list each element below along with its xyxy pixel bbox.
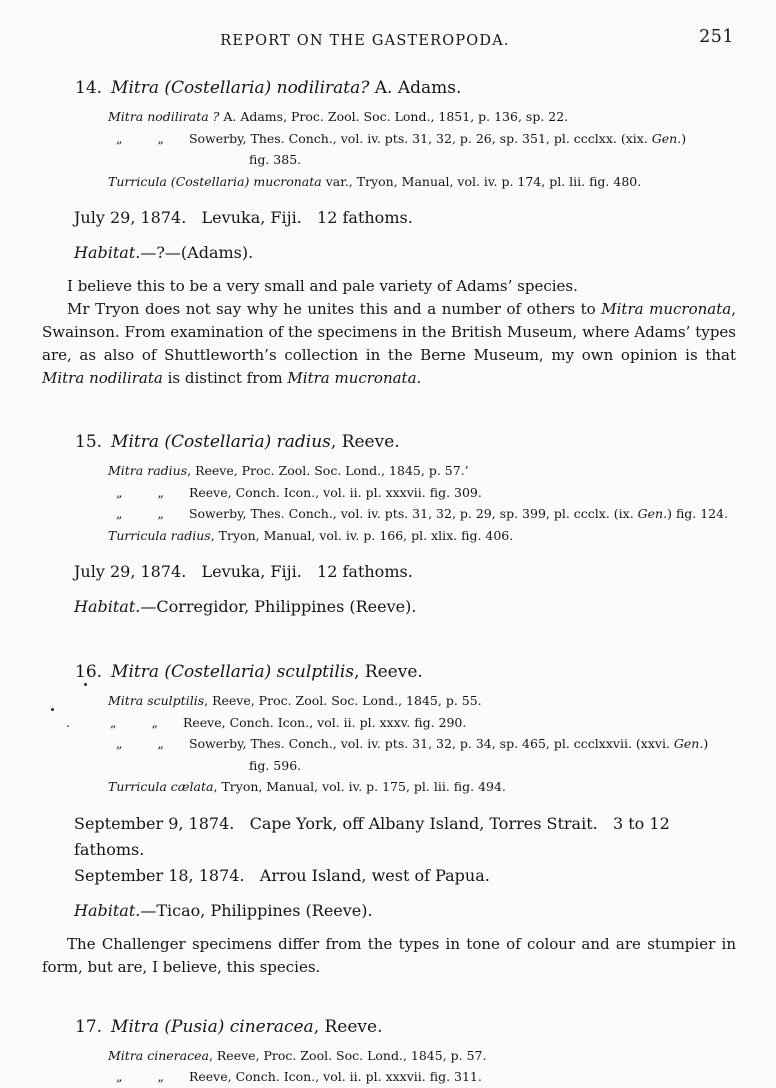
synonymy-line bbox=[42, 712, 736, 734]
taxon-name: Mitra radius bbox=[108, 463, 188, 478]
habitat-label: Habitat. bbox=[74, 243, 141, 262]
citation-text: ) bbox=[703, 736, 709, 751]
synonymy-line bbox=[42, 1066, 736, 1088]
habitat-line bbox=[42, 594, 736, 620]
remark-text: . bbox=[416, 369, 422, 387]
synonymy-line bbox=[42, 755, 736, 777]
habitat-text: —Ticao, Philippines (Reeve). bbox=[140, 900, 373, 920]
synonymy-line bbox=[42, 106, 736, 128]
synonymy-line bbox=[42, 1045, 736, 1067]
remarks-paragraph bbox=[42, 275, 736, 298]
taxon-name: Turricula radius bbox=[108, 527, 211, 543]
station-record: July 29, 1874. Levuka, Fiji. 12 fathoms. bbox=[74, 208, 413, 227]
citation-text: Reeve, Conch. Icon., vol. ii. pl. xxxvii. fig. 311. bbox=[188, 1069, 482, 1084]
citation-text: „ bbox=[116, 506, 123, 521]
citation-text: , Tryon, Manual, vol. iv. p. 166, pl. xlix. fig. 406. bbox=[210, 527, 514, 543]
synonymy-list bbox=[42, 106, 736, 192]
remark-text: The Challenger specimens differ from the types in tone of colour and are stumpier in form, but are, I believe, this species. bbox=[42, 934, 736, 976]
entry-number: 17. bbox=[75, 1016, 103, 1037]
synonymy-line bbox=[42, 525, 736, 547]
citation-text: Reeve, Conch. Icon., vol. ii. pl. xxxv. fig. 290. bbox=[182, 714, 467, 730]
species-heading bbox=[42, 1015, 736, 1039]
station-record: September 9, 1874. Cape York, off Albany Island, Torres Strait. 3 to 12 fathoms. bbox=[74, 813, 675, 859]
citation-text: , Reeve, Proc. Zool. Soc. Lond., 1845, p. 57. bbox=[208, 1047, 487, 1063]
citation-text: Sowerby, Thes. Conch., vol. iv. pts. 31, 32, p. 29, sp. 399, pl. ccclx. (ix. bbox=[188, 506, 638, 521]
citation-text: ) fig. 124. bbox=[667, 506, 729, 521]
taxon-name: Turricula (Costellaria) mucronata bbox=[108, 173, 322, 189]
citation-text: „ bbox=[157, 130, 164, 146]
habitat-label: Habitat. bbox=[74, 900, 141, 920]
scan-speck bbox=[84, 683, 87, 686]
remark-text: Mr Tryon does not say why he unites this and a number of others to bbox=[67, 300, 602, 318]
citation-text: fig. 385. bbox=[249, 152, 302, 167]
remarks-paragraph bbox=[42, 298, 736, 390]
citation-text: Sowerby, Thes. Conch., vol. iv. pts. 31, 32, p. 26, sp. 351, pl. ccclxx. (xix. bbox=[188, 130, 652, 146]
synonymy-list bbox=[42, 690, 736, 798]
synonymy-line bbox=[42, 733, 736, 755]
taxon-name: Gen. bbox=[637, 506, 668, 521]
citation-text: „ bbox=[157, 736, 164, 751]
species-author: , Reeve. bbox=[313, 1016, 383, 1037]
page-title: REPORT ON THE GASTEROPODA. bbox=[220, 33, 510, 49]
remarks-block bbox=[42, 933, 736, 979]
taxon-name: Gen. bbox=[673, 736, 704, 751]
species-author: , Reeve. bbox=[330, 432, 400, 452]
species-name: Mitra (Costellaria) radius bbox=[111, 432, 331, 452]
citation-text: „ bbox=[116, 1069, 123, 1084]
species-heading bbox=[42, 660, 736, 684]
species-entry bbox=[42, 430, 736, 620]
synonymy-line bbox=[42, 149, 736, 171]
species-entry bbox=[42, 76, 736, 390]
species-name: Mitra (Costellaria) sculptilis bbox=[111, 662, 355, 682]
citation-text: „ bbox=[151, 714, 158, 730]
citation-text: „ bbox=[157, 506, 164, 521]
page-number: 251 bbox=[699, 27, 734, 47]
running-head bbox=[42, 27, 736, 50]
habitat-text: —?—(Adams). bbox=[140, 243, 254, 262]
habitat-line bbox=[42, 898, 736, 924]
citation-text: „ bbox=[157, 484, 164, 500]
synonymy-line bbox=[42, 482, 736, 504]
citation-text: „ bbox=[157, 1069, 164, 1084]
scan-speck bbox=[51, 708, 54, 711]
remark-text: , Swainson. From examination of the specimens in the British Museum, where Adams’ types are, as also of Shuttleworth’s collection in the Berne Museum, my own opinion is that bbox=[42, 300, 736, 364]
entries-list bbox=[42, 76, 736, 1088]
taxon-name: Gen. bbox=[651, 130, 682, 146]
entry-number: 14. bbox=[75, 78, 103, 98]
citation-text: Sowerby, Thes. Conch., vol. iv. pts. 31, 32, p. 34, sp. 465, pl. ccclxxvii. (xxvi. bbox=[188, 736, 674, 751]
species-entry bbox=[42, 1015, 736, 1088]
taxon-name: Mitra mucronata bbox=[287, 369, 417, 387]
remarks-paragraph bbox=[42, 933, 736, 979]
entry-number: 16. bbox=[75, 662, 103, 682]
synonymy-line bbox=[42, 171, 736, 193]
citation-text: var., Tryon, Manual, vol. iv. p. 174, pl. lii. fig. 480. bbox=[321, 173, 642, 189]
species-heading bbox=[42, 76, 736, 100]
species-name: Mitra (Costellaria) nodilirata? bbox=[111, 78, 370, 98]
synonymy-line bbox=[42, 690, 736, 712]
taxon-name: Mitra nodilirata ? bbox=[108, 109, 220, 124]
citation-text: , Reeve, Proc. Zool. Soc. Lond., 1845, p. 57.’ bbox=[187, 463, 469, 478]
taxon-name: Mitra nodilirata bbox=[42, 369, 163, 387]
citation-text: „ bbox=[109, 714, 117, 730]
taxon-name: Turricula cælata bbox=[108, 779, 214, 794]
citation-text: ) bbox=[681, 130, 687, 146]
synonymy-line bbox=[42, 503, 736, 525]
habitat-text: —Corregidor, Philippines (Reeve). bbox=[140, 597, 417, 616]
citation-text: Reeve, Conch. Icon., vol. ii. pl. xxxvii. fig. 309. bbox=[188, 484, 482, 500]
citation-text: „ bbox=[116, 484, 123, 500]
citation-text: „ bbox=[116, 130, 123, 146]
taxon-name: Mitra mucronata bbox=[601, 300, 732, 318]
citation-text: . bbox=[66, 714, 70, 730]
remark-text: I believe this to be a very small and pale variety of Adams’ species. bbox=[67, 277, 578, 295]
taxon-name: Mitra cineracea bbox=[108, 1047, 209, 1063]
synonymy-line bbox=[42, 128, 736, 150]
station-record: July 29, 1874. Levuka, Fiji. 12 fathoms. bbox=[74, 562, 413, 581]
entry-number: 15. bbox=[75, 432, 103, 452]
remarks-block bbox=[42, 275, 736, 390]
species-author: , Reeve. bbox=[354, 662, 423, 682]
citation-text: A. Adams, Proc. Zool. Soc. Lond., 1851, p. 136, sp. 22. bbox=[219, 109, 569, 124]
synonymy-list bbox=[42, 1045, 736, 1088]
citation-text: „ bbox=[116, 736, 123, 751]
synonymy-list bbox=[42, 460, 736, 546]
species-name: Mitra (Pusia) cineracea bbox=[111, 1016, 314, 1037]
remark-text: is distinct from bbox=[162, 369, 288, 387]
habitat-line bbox=[42, 240, 736, 266]
species-heading bbox=[42, 430, 736, 454]
station-record: September 18, 1874. Arrou Island, west of Papua. bbox=[74, 865, 490, 885]
species-entry bbox=[42, 660, 736, 979]
citation-text: , Tryon, Manual, vol. iv. p. 175, pl. lii. fig. 494. bbox=[213, 779, 506, 794]
species-author: A. Adams. bbox=[369, 78, 462, 98]
citation-text: fig. 596. bbox=[249, 757, 302, 773]
citation-text: , Reeve, Proc. Zool. Soc. Lond., 1845, p. 55. bbox=[204, 693, 482, 708]
synonymy-line bbox=[42, 776, 736, 798]
taxon-name: Mitra sculptilis bbox=[108, 693, 205, 708]
habitat-label: Habitat. bbox=[74, 597, 141, 616]
synonymy-line bbox=[42, 460, 736, 482]
